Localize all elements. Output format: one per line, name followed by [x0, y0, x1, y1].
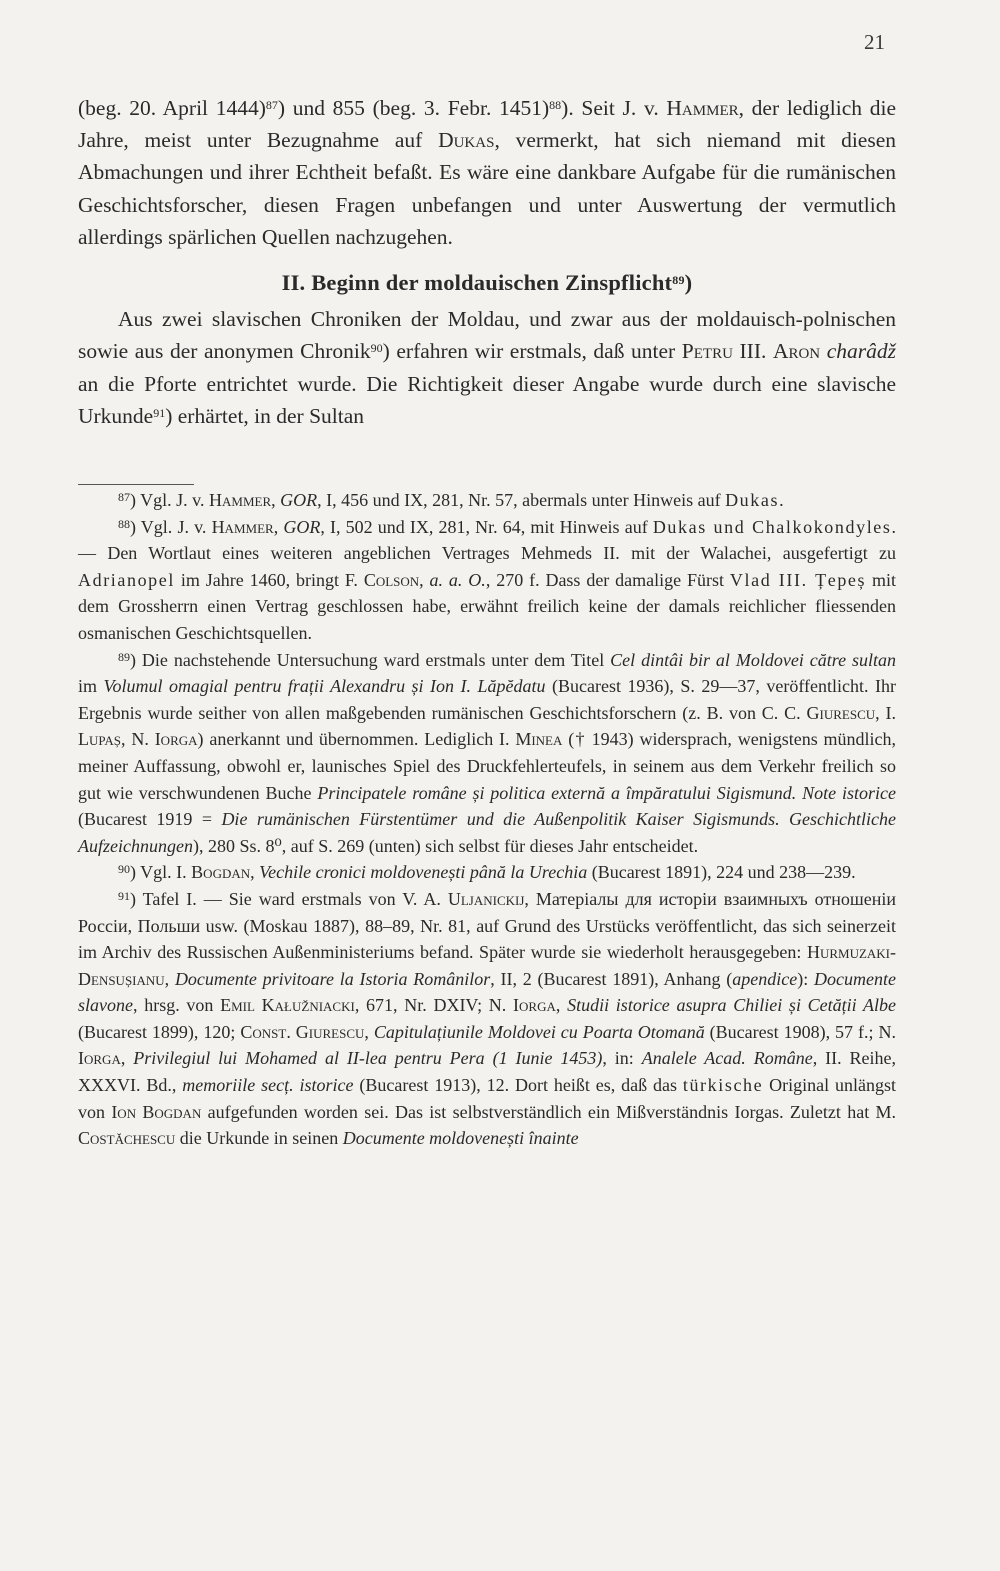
section-heading: II. Beginn der moldauischen Zinspflicht$^{89}$) — [281, 270, 693, 296]
footnote-ref-89[interactable]: 89 — [672, 273, 685, 288]
footnote-ref-91[interactable]: 91 — [153, 405, 166, 420]
footnote-87: $^{87}$) Vgl. J. v. Hammer, GOR, I, 456 und IX, 281, Nr. 57, abermals unter Hinweis auf Dukas. — [78, 487, 896, 514]
footnote-number: 88 — [118, 516, 130, 531]
footnote-number: 89 — [118, 649, 130, 664]
footnote-ref-88[interactable]: 88 — [549, 98, 562, 112]
author-name: Dukas — [438, 128, 495, 153]
footnote-89: $^{89}$) Die nachstehende Untersuchung ward erstmals unter dem Titel Cel dintâi bir al Moldovei către sultan im Volumul omagial pentru frații Alexandru și Ion I. Lăpĕdatu (Bucarest 1936), S. 29—37, veröffentlicht. Ihr Ergebnis wurde seither von allen maßgebenden rumänischen Geschichtsforschern (z. B. von C. C. Giurescu, I. Lupaș, N. Iorga) anerkannt und übernommen. Lediglich I. Minea († 1943) widersprach, wenigstens mündlich, meiner Auffassung, obwohl er, launisches Spiel des Druckfehlerteufels, in seinem aus dem Verkehr freilich so gut wie verschwundenen Buche Principatele române și politica externă a împăratului Sigismund. Note istorice (Bucarest 1919 = Die rumänischen Fürstentümer und die Außenpolitik Kaiser Sigismunds. Geschichtliche Aufzeichnungen), 280 Ss. 8⁰, auf S. 269 (unten) sich selbst für dieses Jahr entscheidet. — [78, 647, 896, 860]
footnote-number: 87 — [118, 490, 130, 504]
footnote-90: $^{90}$) Vgl. I. Bogdan, Vechile cronici moldovenești până la Urechia (Bucarest 1891), 224 und 238—239. — [78, 859, 896, 886]
author-name: Hammer — [666, 96, 739, 120]
footnote-number: 91 — [118, 888, 130, 903]
term: charâdž — [826, 339, 897, 364]
footnote-91: $^{91}$) Tafel I. — Sie ward erstmals von V. A. Uljanickij, Матеріалы для исторіи взаимныхъ отношеніи Россіи, Польши usw. (Moskau 1887), 88–89, Nr. 81, auf Grund des Urstücks veröffentlicht, das sich seinerzeit im Archiv des Russischen Außenministeriums befand. Später wurde sie wiederholt herausgegeben: Hurmuzaki-Densușianu, Documente privitoare la Istoria Românilor, II, 2 (Bucarest 1891), Anhang (apendice): Documente slavone, hrsg. von Emil Kałužniacki, 671, Nr. DXIV; N. Iorga, Studii istorice asupra Chiliei și Cetății Albe (Bucarest 1899), 120; Const. Giurescu, Capitulațiunile Moldovei cu Poarta Otomană (Bucarest 1908), 57 f.; N. Iorga, Privilegiul lui Mohamed al II-lea pentru Pera (1 Iunie 1453), in: Analele Acad. Române, II. Reihe, XXXVI. Bd., memoriile secț. istorice (Bucarest 1913), 12. Dort heißt es, daß das türkische Original unlängst von Ion Bogdan aufgefunden worden sei. Das ist selbstverständlich ein Mißverständnis Iorgas. Zuletzt hat M. Costăchescu die Urkunde in seinen Documente moldovenești înainte — [78, 886, 896, 1152]
paragraph-1: (beg. 20. April 1444)$^{87}$) und 855 (beg. 3. Febr. 1451)$^{88}$). Seit J. v. Hammer, der lediglich die Jahre, meist unter Bezugnahme auf Dukas, vermerkt, hat sich niemand mit diesen Abmachungen und ihrer Echtheit befaßt. Es wäre eine dankbare Aufgabe für die rumänischen Geschichtsforscher, diesen Fragen unbefangen und unter Auswertung der vermutlich allerdings spärlichen Quellen nachzugehen. — [78, 96, 897, 249]
footnote-rule — [78, 484, 194, 485]
footnote-ref-87[interactable]: 87 — [265, 98, 278, 112]
person-name: Aron — [772, 339, 821, 364]
person-name: Petru — [681, 339, 733, 364]
footnote-88: $^{88}$) Vgl. J. v. Hammer, GOR, I, 502 und IX, 281, Nr. 64, mit Hinweis auf Dukas und Chalkokondyles. — Den Wortlaut eines weiteren angeblichen Vertrages Mehmeds II. mit der Walachei, ausgefertigt zu Adrianopel im Jahre 1460, bringt F. Colson, a. a. O., 270 f. Dass der damalige Fürst Vlad III. Țepeș mit dem Grossherrn einen Vertrag geschlossen habe, erwähnt freilich keine der damals reichlicher fliessenden osmanischen Geschichtsquellen. — [78, 514, 896, 647]
footnote-ref-90[interactable]: 90 — [370, 341, 383, 356]
paragraph-2: Aus zwei slavischen Chroniken der Moldau, und zwar aus der moldauisch-polnischen sowie aus der anonymen Chronik$^{90}$) erfahren wir erstmals, daß unter Petru III. Aron charâdž an die Pforte entrichtet wurde. Die Richtigkeit dieser Angabe wurde durch eine slavische Urkunde$^{91}$) erhärtet, in der Sultan — [78, 307, 897, 428]
main-text — [78, 92, 896, 432]
page-number: 21 — [864, 30, 885, 54]
footnotes — [78, 487, 896, 1152]
footnote-number: 90 — [118, 862, 130, 877]
